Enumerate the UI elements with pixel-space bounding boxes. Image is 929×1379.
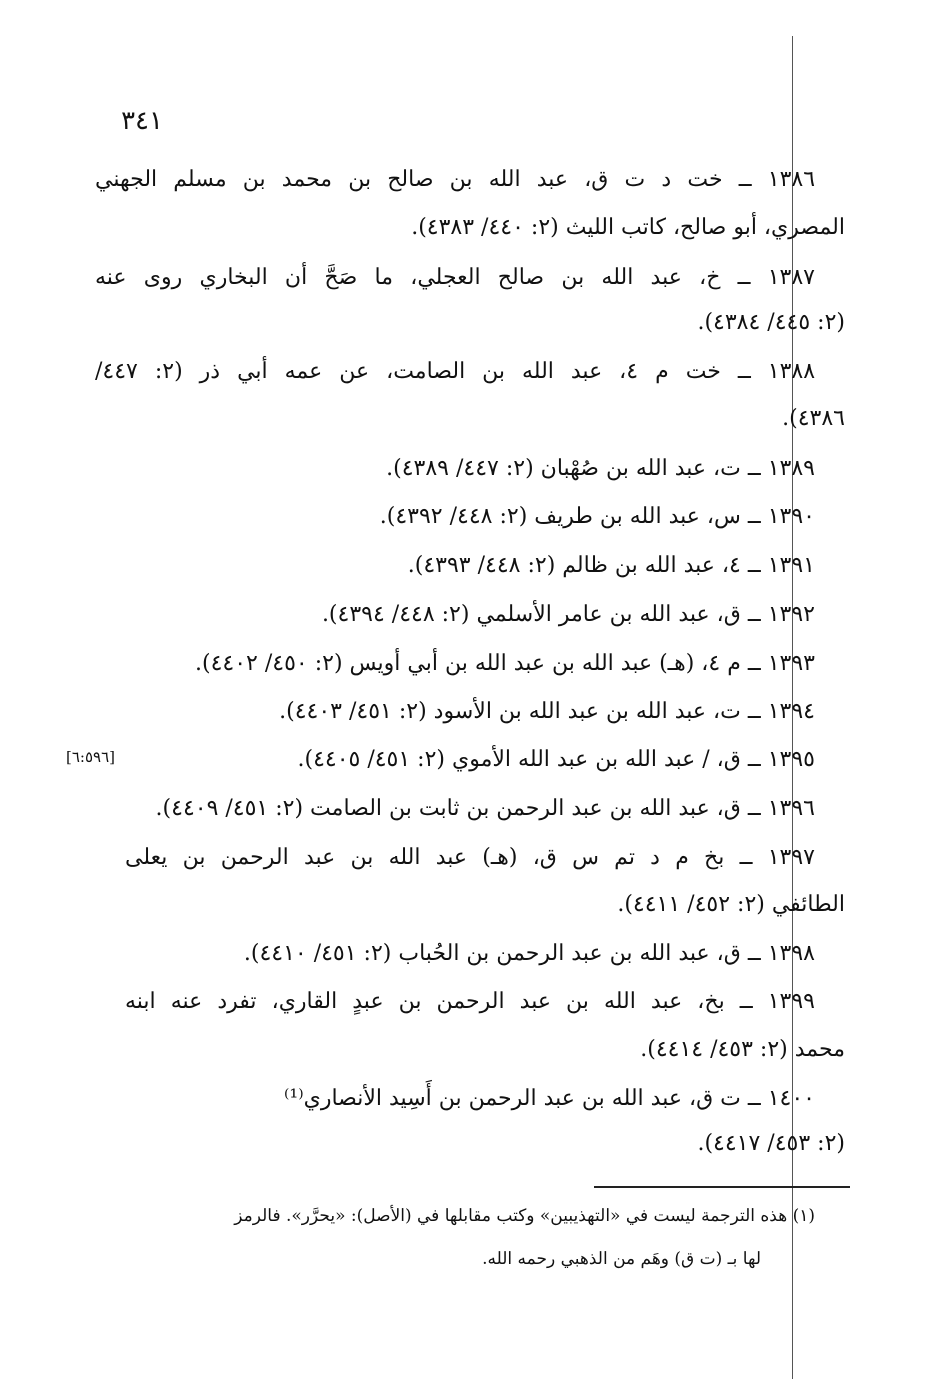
entry-1387-line-2: (٢: ٤٤٥/ ٤٣٨٤).: [697, 310, 845, 335]
entry-1389: ١٣٨٩ ــ ت، عبد الله بن صُهْبان (٢: ٤٤٧/ ٤٣٨٩).: [386, 456, 815, 481]
margin-reference: [٦:٥٩٦]: [66, 748, 115, 766]
entry-1399-line-1: ١٣٩٩ ــ بخ، عبد الله بن عبد الرحمن بن عبدٍ القاري، تفرد عنه ابنه: [125, 989, 815, 1014]
entry-1395: ١٣٩٥ ــ ق، / عبد الله بن عبد الله الأموي (٢: ٤٥١/ ٤٤٠٥).: [297, 747, 815, 772]
entry-1388-line-1: ١٣٨٨ ــ خت م ٤، عبد الله بن الصامت، عن عمه أبي ذر (٢: ٤٤٧/: [95, 359, 816, 384]
entry-1397-line-2: الطائفي (٢: ٤٥٢/ ٤٤١١).: [617, 892, 845, 917]
entry-1387-line-1: ١٣٨٧ ــ خ، عبد الله بن صالح العجلي، ما صَحَّ أن البخاري روى عنه: [95, 265, 815, 290]
entry-1400-line-2: (٢: ٤٥٣/ ٤٤١٧).: [697, 1131, 845, 1156]
entry-1386-line-1: ١٣٨٦ ــ خت د ت ق، عبد الله بن صالح بن محمد بن مسلم الجهني: [95, 167, 816, 192]
footnote-line-2: لها بـ (ت ق) وهَم من الذهبي رحمه الله.: [482, 1249, 761, 1269]
footnote-line-1: (١) هذه الترجمة ليست في «التهذيبين» وكتب مقابلها في (الأصل): «يحرَّر». فالرمز: [234, 1206, 815, 1226]
entry-1388-line-2: ٤٣٨٦).: [782, 406, 845, 431]
footnote-separator: [594, 1186, 850, 1188]
entry-1398: ١٣٩٨ ــ ق، عبد الله بن عبد الرحمن بن الحُباب (٢: ٤٥١/ ٤٤١٠).: [243, 941, 815, 966]
entry-1397-line-1: ١٣٩٧ ــ بخ م د تم س ق، (هـ) عبد الله بن عبد الرحمن بن يعلى: [125, 845, 815, 870]
entry-1393: ١٣٩٣ ــ م ٤، (هـ) عبد الله بن عبد الله بن أبي أويس (٢: ٤٥٠/ ٤٤٠٢).: [195, 651, 815, 676]
entry-1396: ١٣٩٦ ــ ق، عبد الله بن عبد الرحمن بن ثابت بن الصامت (٢: ٤٥١/ ٤٤٠٩).: [155, 796, 815, 821]
entry-1392: ١٣٩٢ ــ ق، عبد الله بن عامر الأسلمي (٢: ٤٤٨/ ٤٣٩٤).: [321, 602, 815, 627]
entry-1390: ١٣٩٠ ــ س، عبد الله بن طريف (٢: ٤٤٨/ ٤٣٩٢).: [379, 504, 815, 529]
entry-1399-line-2: محمد (٢: ٤٥٣/ ٤٤١٤).: [640, 1037, 845, 1062]
page-number: ٣٤١: [121, 106, 163, 136]
entry-1386-line-2: المصري، أبو صالح، كاتب الليث (٢: ٤٤٠/ ٤٣٨٣).: [411, 215, 845, 240]
entry-1394: ١٣٩٤ ــ ت، عبد الله بن عبد الله بن الأسود (٢: ٤٥١/ ٤٤٠٣).: [279, 699, 815, 724]
entry-1400-line-1: ١٤٠٠ ــ ت ق، عبد الله بن عبد الرحمن بن أَسِيد الأنصاري⁽¹⁾: [283, 1086, 815, 1111]
entry-1391: ١٣٩١ ــ ٤، عبد الله بن ظالم (٢: ٤٤٨/ ٤٣٩٣).: [407, 553, 815, 578]
